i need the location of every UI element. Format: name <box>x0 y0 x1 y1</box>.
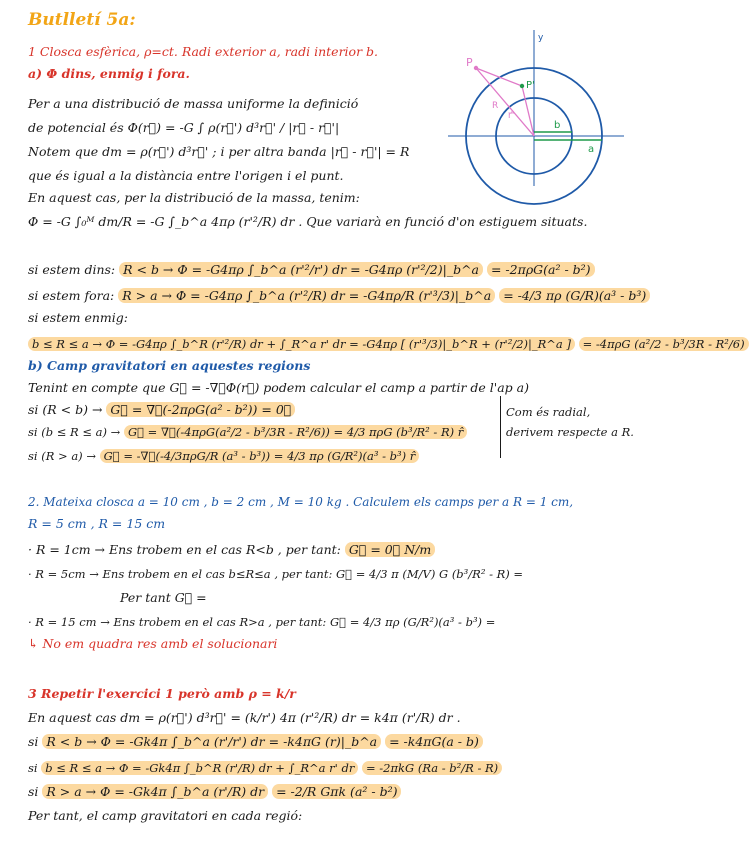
point-p-prime-label: P' <box>526 80 535 91</box>
ex1-b-note-1: Com és radial, <box>506 405 591 419</box>
ex2-row-2-cont: Per tant G⃗ = <box>120 590 207 605</box>
ex1-middle-expr: b ≤ R ≤ a → Φ = -G4πρ ∫_b^R (r'²/R) dr + ∫_R^a r' dr = -G4πρ [ (r'³/3)|_b^R + (r'²/2)|_R^a ] <box>28 337 575 351</box>
y-axis-label: y <box>538 33 544 43</box>
ex1-outside-row <box>28 288 650 304</box>
ex1-inside-row <box>28 262 595 278</box>
ex3-inside-result: = -k4πG(a - b) <box>385 734 483 749</box>
ex3-middle-row <box>28 760 502 776</box>
ex1-line-3: Notem que dm = ρ(r⃗') d³r⃗' ; i per altra banda |r⃗ - r⃗'| = R <box>28 144 410 159</box>
ex1-line-2: de potencial és Φ(r⃗) = -G ∫ ρ(r⃗') d³r⃗' / |r⃗ - r⃗'| <box>28 120 340 135</box>
ex1-inside-expr: R < b → Φ = -G4πρ ∫_b^a (r'²/r') dr = -G4πρ (r'²/2)|_b^a <box>119 262 483 277</box>
exercise-1-part-a: a) Φ dins, enmig i fora. <box>28 66 190 81</box>
ex1-middle-label: si estem enmig: <box>28 310 128 325</box>
ex3-middle-case: si <box>28 761 38 775</box>
ex2-remark: ↳ No em quadra res amb el solucionari <box>28 636 278 651</box>
ex1-b-intro: Tenint en compte que G⃗ = -∇⃗Φ(r⃗) podem calcular el camp a partir de l'ap a) <box>28 380 529 395</box>
ex2-row-2: · R = 5cm → Ens trobem en el cas b≤R≤a , per tant: G⃗ = 4/3 π (M/V) G (b³/R² - R) = <box>28 567 524 581</box>
ex1-b-note-2: derivem respecte a R. <box>506 425 634 439</box>
point-p <box>474 66 478 70</box>
ex1-b-middle-case: si (b ≤ R ≤ a) → <box>28 425 121 439</box>
ex3-inside-case: si <box>28 734 39 749</box>
ex1-b-outside-case: si (R > a) → <box>28 449 96 463</box>
ex2-row-1 <box>28 542 435 558</box>
ex3-middle-result: = -2πkG (Ra - b²/R - R) <box>362 761 502 775</box>
exercise-1-part-b: b) Camp gravitatori en aquestes regions <box>28 358 311 373</box>
vector-r-prime-label: r⃗' <box>508 111 515 121</box>
page-title: Butlletí 5a: <box>28 10 136 30</box>
ex3-outside-row <box>28 784 401 800</box>
ex3-conclusion: Per tant, el camp gravitatori en cada regió: <box>28 808 303 823</box>
ex1-b-middle-row <box>28 424 467 440</box>
brace-divider <box>500 396 501 458</box>
exercise-3-header: 3 Repetir l'exercici 1 però amb ρ = k/r <box>28 686 296 701</box>
ex1-middle-row <box>28 336 749 352</box>
ex1-b-outside-row <box>28 448 419 464</box>
ex1-b-middle-expr: G⃗ = ∇⃗(-4πρG(a²/2 - b³/3R - R²/6)) = 4/3 πρG (b³/R² - R) r̂ <box>124 425 467 439</box>
exercise-1-header: 1 Closca esfèrica, ρ=ct. Radi exterior a, radi interior b. <box>28 44 378 59</box>
point-p-label: P <box>466 56 473 69</box>
ex3-outside-case: si <box>28 784 39 799</box>
ex1-outside-result: = -4/3 πρ (G/R)(a³ - b³) <box>499 288 650 303</box>
ex3-middle-expr: b ≤ R ≤ a → Φ = -Gk4π ∫_b^R (r'/R) dr + ∫_R^a r' dr <box>41 761 358 775</box>
ex1-outside-expr: R > a → Φ = -G4πρ ∫_b^a (r'²/R) dr = -G4πρ/R (r'³/3)|_b^a <box>118 288 495 303</box>
ex1-b-outside-expr: G⃗ = -∇⃗(-4/3πρG/R (a³ - b³)) = 4/3 πρ (G/R²)(a³ - b³) r̂ <box>100 449 420 463</box>
ex1-middle-result: = -4πρG (a²/2 - b³/3R - R²/6) <box>579 337 749 351</box>
exercise-2-header: 2. Mateixa closca a = 10 cm , b = 2 cm , M = 10 kg . Calculem els camps per a R = 1 cm, <box>28 495 574 509</box>
ex2-r1-result: G⃗ = 0⃗ N/m <box>345 542 435 557</box>
shell-diagram <box>446 28 626 188</box>
ex1-line-1: Per a una distribució de massa uniforme la definició <box>28 96 359 111</box>
ex1-line-6: Φ = -G ∫₀ᴹ dm/R = -G ∫_b^a 4πρ (r'²/R) dr . Que variarà en funció d'on estiguem situats. <box>28 214 588 229</box>
exercise-2-header-2: R = 5 cm , R = 15 cm <box>28 516 166 531</box>
ex2-r1-text: · R = 1cm → Ens trobem en el cas R<b , per tant: <box>28 542 341 557</box>
ex1-b-inside-row <box>28 402 295 418</box>
ex1-b-inside-expr: G⃗ = ∇⃗(-2πρG(a² - b²)) = 0⃗ <box>106 402 295 417</box>
radius-a-label: a <box>588 144 595 155</box>
point-p-prime <box>520 84 524 88</box>
ex1-b-inside-case: si (R < b) → <box>28 402 103 417</box>
ex1-line-4: que és igual a la distància entre l'origen i el punt. <box>28 168 344 183</box>
ex1-line-5: En aquest cas, per la distribució de la massa, tenim: <box>28 190 360 205</box>
ex3-line-1: En aquest cas dm = ρ(r⃗') d³r⃗' = (k/r') 4π (r'²/R) dr = k4π (r'/R) dr . <box>28 710 461 725</box>
ex3-outside-expr: R > a → Φ = -Gk4π ∫_b^a (r'/R) dr <box>42 784 268 799</box>
ex1-outside-label: si estem fora: <box>28 288 115 303</box>
radius-b-label: b <box>554 120 561 131</box>
ex3-inside-row <box>28 734 483 750</box>
ex3-outside-result: = -2/R Gπk (a² - b²) <box>272 784 401 799</box>
ex1-inside-label: si estem dins: <box>28 262 116 277</box>
ex3-inside-expr: R < b → Φ = -Gk4π ∫_b^a (r'/r') dr = -k4πG (r)|_b^a <box>42 734 381 749</box>
ex1-inside-result: = -2πρG(a² - b²) <box>487 262 595 277</box>
vector-r-label: R <box>492 101 499 111</box>
ex2-row-3: · R = 15 cm → Ens trobem en el cas R>a , per tant: G⃗ = 4/3 πρ (G/R²)(a³ - b³) = <box>28 615 496 629</box>
